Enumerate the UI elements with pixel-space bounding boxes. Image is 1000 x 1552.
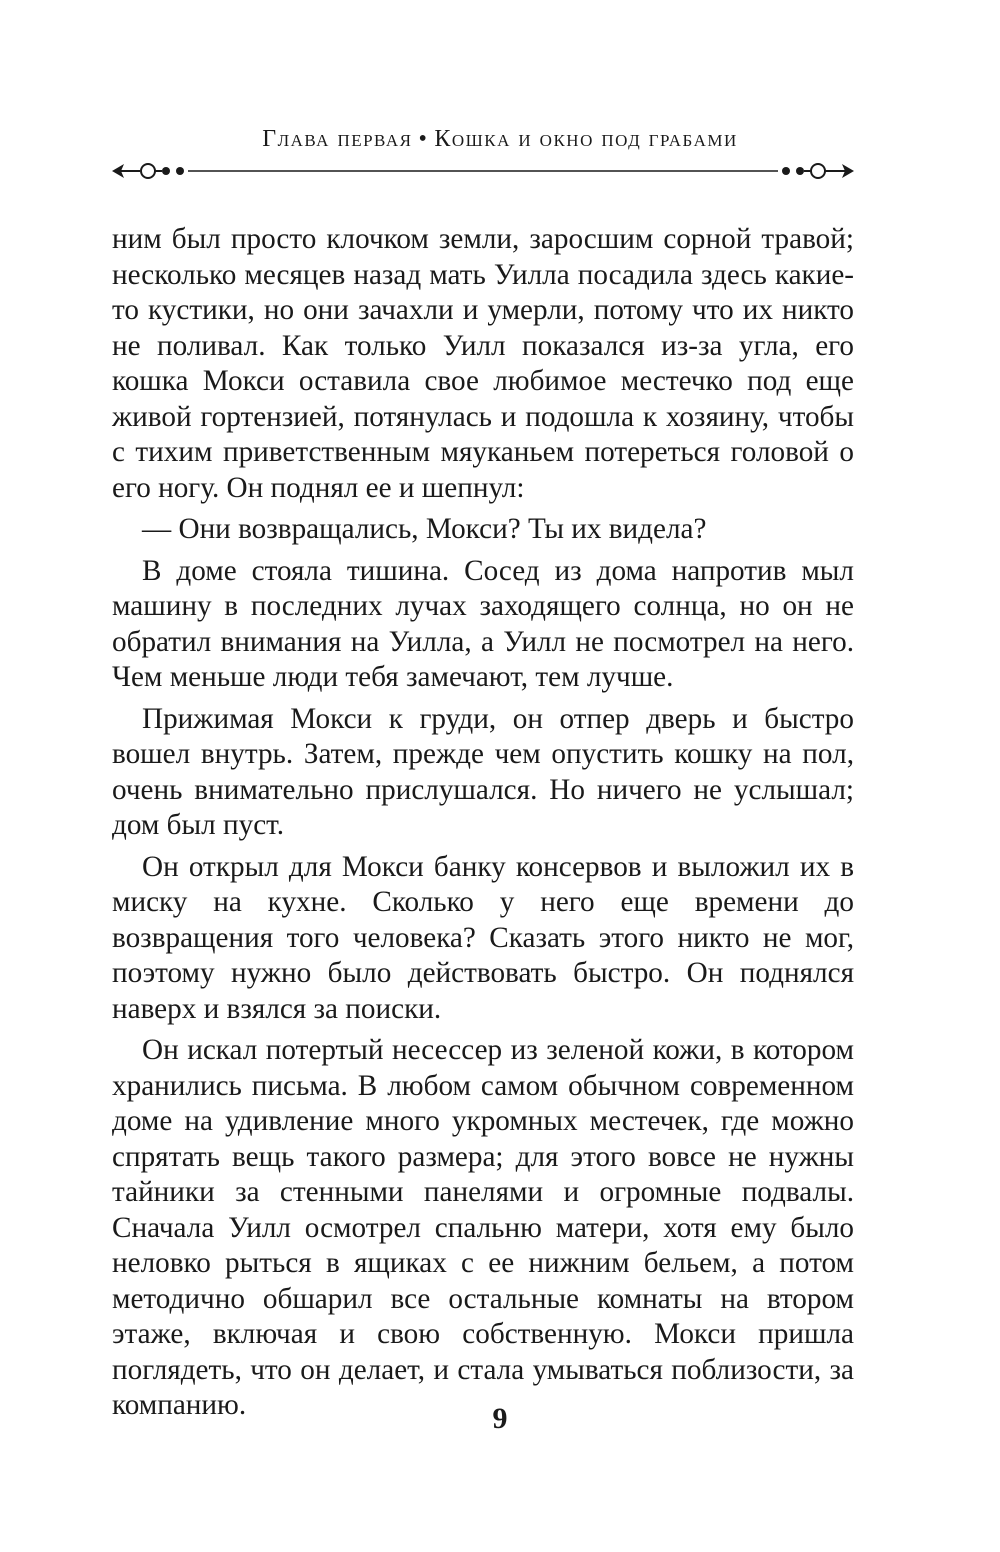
paragraph: ним был просто клочком земли, заросшим сорной травой; несколько месяцев назад мать Уилла посадила здесь какие-то кустики, но они зачахли и умерли, потому что их никто не поливал. Как только Уилл показался из-за угла, его кошка Мокси оставила свое любимое местечко под еще живой гортензией, потянулась и подошла к хозяину, чтобы с тихим приветственным мяуканьем потереться головой о его ногу. Он поднял ее и шепнул: [112, 223, 854, 504]
chapter-title: Кошка и окно под грабами [434, 126, 738, 152]
header-separator: • [418, 126, 429, 152]
page-number: 9 [492, 1402, 508, 1435]
paragraph: Он искал потертый несессер из зеленой кожи, в котором хранились письма. В любом самом обычном современном доме на удивление много укромных местечек, где можно спрятать вещь такого размера; для этого вовсе не нужны тайники за стенными панелями и огромные подвалы. Сначала Уилл осмотрел спальню матери, хотя ему было неловко рыться в ящиках с ее нижним бельем, а потом методично обшарил все остальные комнаты на втором этаже, включая и свою собственную. Мокси пришла поглядеть, что он делает, и стала умываться поблизости, за компанию. [112, 1034, 854, 1421]
paragraph: В доме стояла тишина. Сосед из дома напротив мыл машину в последних лучах заходящего солнца, но он не обратил внимания на Уилла, а Уилл не посмотрел на него. Чем меньше люди тебя замечают, тем лучше. [112, 554, 854, 693]
paragraph-dialogue: — Они возвращались, Мокси? Ты их видела? [142, 513, 707, 545]
right-ring-icon [811, 164, 825, 178]
paragraph: Прижимая Мокси к груди, он отпер дверь и быстро вошел внутрь. Затем, прежде чем опустить кошку на пол, очень внимательно прислушался. Но ничего не услышал; дом был пуст. [112, 702, 854, 841]
body-text [112, 222, 854, 1430]
left-ring-icon [141, 164, 155, 178]
running-head [0, 126, 1000, 153]
chapter-label: Глава первая [262, 126, 413, 152]
header-ornament-rule [110, 156, 856, 186]
paragraph: Он открыл для Мокси банку консервов и выложил их в миску на кухне. Сколько у него еще времени до возвращения того человека? Сказать этого никто не мог, поэтому нужно было действовать быстро. Он поднялся наверх и взялся за поиски. [112, 850, 854, 1025]
